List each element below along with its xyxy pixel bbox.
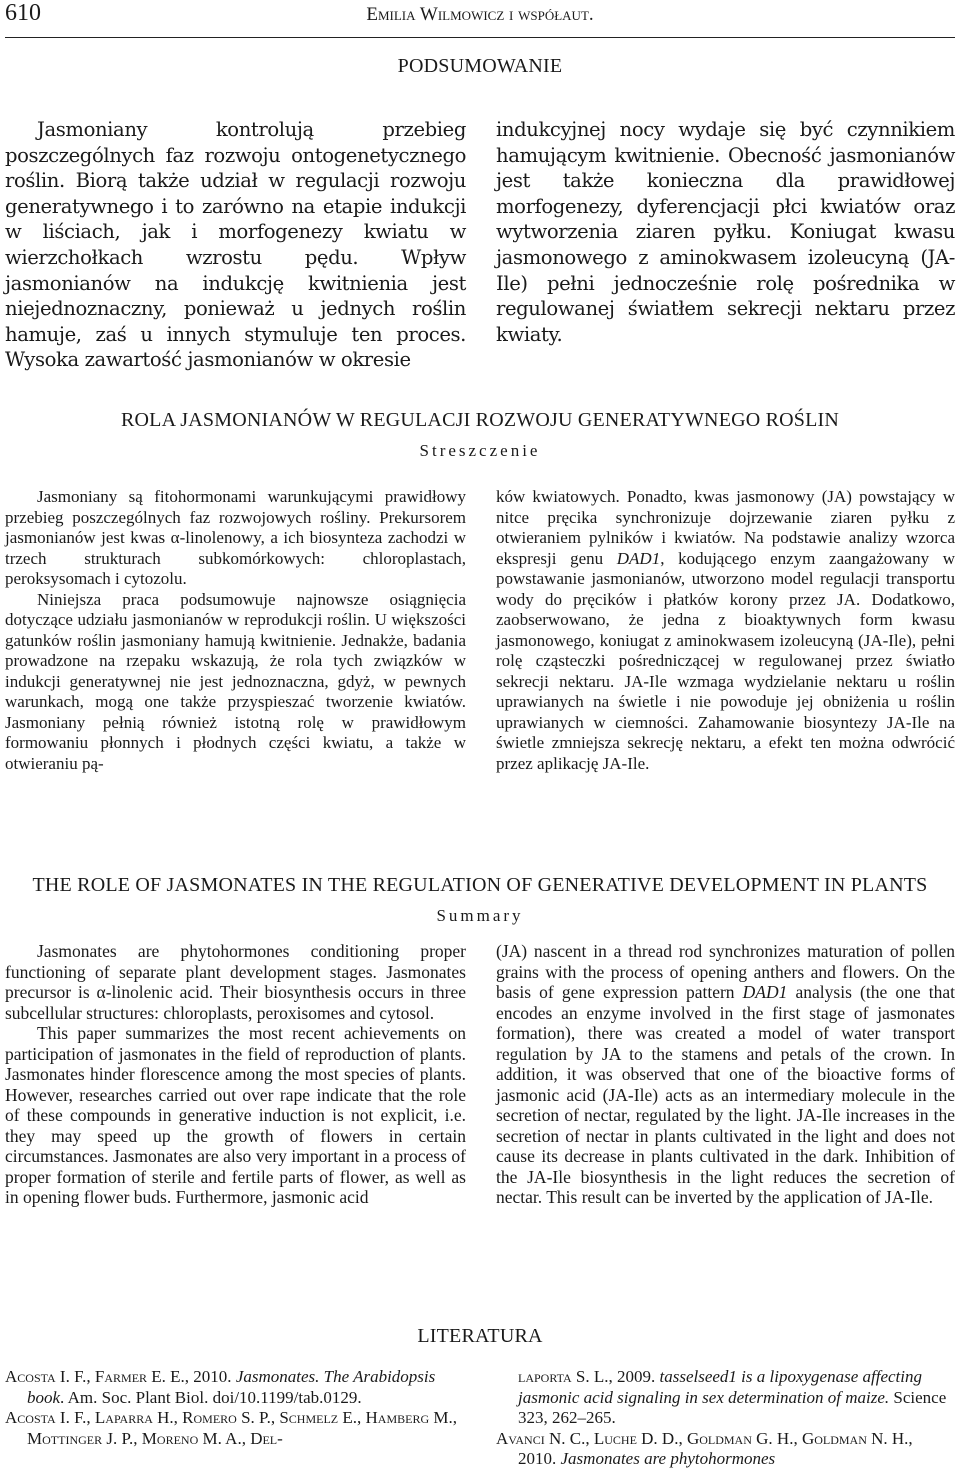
reference-item — [496, 1429, 955, 1470]
abstract-pl-paragraph-2: Niniejsza praca podsumowuje najnowsze osiągnięcia dotyczące udziału jasmonianów w reprodukcji roślin. U większości gatunków roślin jasmoniany hamują kwitnienie. Jednakże, badania prowadzone na rzepaku wskazują, że rola tych związków w indukcji generatywnej nie jest jednoznaczna, gdyż, w pewnych warunkach, mogą one także przyspieszać tworzenie kwiatów. Jasmoniany pełnią również istotną rolę w prawidłowym formowaniu płonnych i płodnych części kwiatu, a także w otwieraniu pą- — [5, 589, 466, 773]
reference-authors: Avanci N. C., Luche D. D., Goldman G. H., Goldman N. H., 2010. — [496, 1428, 913, 1468]
header-rule — [5, 37, 955, 38]
abstract-en-column-left — [5, 941, 466, 1208]
summary-paragraph-2: indukcyjnej nocy wydaje się być czynnikiem hamującym kwitnienie. Obecność jasmonianów jest także konieczna dla prawidłowej morfogenezy, dyferencjacji płci kwiatów oraz wytworzenia ziaren pyłku. Koniugat kwasu jasmonowego z aminokwasem izoleucyną (JA-Ile) pełni jednocześnie rolę pośrednika w regulowanej światłem sekrecji nektaru przez kwiaty. — [496, 118, 955, 346]
reference-authors: laporta S. L., 2009. — [518, 1367, 660, 1386]
summary-column-left — [5, 117, 466, 373]
abstract-pl-column-right — [496, 487, 955, 774]
abstract-pl-column-left — [5, 487, 466, 774]
abstract-pl-paragraph-1: Jasmoniany są fitohormonami warunkującymi prawidłowy przebieg poszczególnych faz rozwojowych rośliny. Prekursorem jasmonianów jest kwas α-linolenowy, a ich biosynteza zachodzi w trzech strukturach subkomórkowych: chloroplastach, peroksysomach i cytozolu. — [5, 487, 466, 588]
reference-item — [5, 1367, 466, 1408]
abstract-pl-paragraph-3 — [496, 487, 955, 774]
abstract-en-column-right — [496, 941, 955, 1208]
abstract-en-subtitle: Summary — [436, 906, 524, 925]
abstract-en-paragraph-2: This paper summarizes the most recent achievements on participation of jasmonates in the field of reproduction of plants. Jasmonates hinder florescence among the most species of plants. However, researches carried out over rape indicate that the role of these compounds in generative induction is not explicit, i.e. they may speed up the growth of flowers in certain circumstances. Jasmonates are also very important in a process of proper formation of sterile and fertile parts of flower, as well as in opening flower buds. Furthermore, jasmonic acid — [5, 1023, 466, 1207]
reference-title: Jasmonates are phytohormones — [560, 1449, 776, 1468]
abstract-pl-title: ROLA JASMONIANÓW W REGULACJI ROZWOJU GENERATYWNEGO ROŚLIN — [120, 409, 840, 431]
reference-item-continued — [496, 1367, 955, 1429]
references-column-right — [496, 1367, 955, 1470]
reference-title: Jasmonates. The Arabidopsis book — [27, 1367, 436, 1407]
reference-title: tasselseed1 is a lipoxygenase affecting jasmonic acid signaling in sex determination of maize. — [518, 1367, 922, 1407]
abstract-pl-text-a: ków kwiatowych. Ponadto, kwas jasmonowy (JA) powstający w nitce pręcika synchronizuje dojrzewanie ziaren pyłku z otwieraniem pylników i kwiatów. Na podstawie analizy wzorca ekspresji genu — [496, 487, 955, 568]
abstract-en-text-b: analysis (the one that encodes an enzyme involved in the first stage of jasmonates formation), there was created a model of water transport regulation by JA to the stamens and petals of the crown. In addition, it was observed that one of the bioactive forms of jasmonic acid (JA-Ile) acts as an intermediary molecule in the secretion of nectar, regulated by the light. JA-Ile increases in the secretion of nectar in plants cultivated in the light and does not cause its decrease in plants cultivated in the dark. Inhibition of the JA-Ile biosynthesis in the light reduces the secretion of nectar. This result can be inverted by the application of JA-Ile. — [496, 982, 955, 1207]
abstract-en-title: THE ROLE OF JASMONATES IN THE REGULATION OF GENERATIVE DEVELOPMENT IN PLANTS — [32, 874, 928, 896]
references-column-left — [5, 1367, 466, 1449]
abstract-pl-text-b: , kodującego enzym zaangażowany w powstawanie jasmonianów, utworzono model regulacji transportu wody do pręcików i płatków korony przez JA. Dodatkowo, zaobserwowano, że jedna z bioaktywnych form kwasu jasmonowego, koniugat z aminokwasem izoleucyną (JA-Ile), pełni rolę cząsteczki pośredniczącej w regulowanej przez światło sekrecji nektaru. JA-Ile wzmaga wydzielanie nektaru u roślin uprawianych na świetle i nie powoduje jej obniżenia u roślin uprawianych w ciemności. Zahamowanie biosyntezy JA-Ile na świetle zmniejsza sekrecję nektaru, a efekt ten można odwrócić przez aplikację JA-Ile. — [496, 548, 955, 773]
reference-authors: Acosta I. F., Farmer E. E., 2010. — [5, 1367, 236, 1386]
reference-item: Acosta I. F., Laparra H., Romero S. P., Schmelz E., Hamberg M., Mottinger J. P., Moreno M. A., Del- — [5, 1408, 458, 1448]
summary-heading: PODSUMOWANIE — [397, 55, 563, 77]
summary-paragraph-1: Jasmoniany kontrolują przebieg poszczególnych faz rozwoju ontogenetycznego roślin. Biorą także udział w regulacji rozwoju generatywnego i to zarówno na etapie indukcji w liściach, jak i morfogenezy kwiatu w wierzchołkach wzrostu pędu. Wpływ jasmonianów na indukcję kwitnienia jest niejednoznaczny, ponieważ u jednych roślin hamuje, zaś u innych stymuluje ten proces. Wysoka zawartość jasmonianów w okresie — [5, 118, 466, 372]
reference-source: Science 323, 262–265. — [518, 1387, 947, 1427]
abstract-en-paragraph-1: Jasmonates are phytohormones conditioning proper functioning of separate plant development stages. Jasmonates precursor is α-linolenic acid. Their biosynthesis occurs in three subcellular structures: chloroplasts, peroxisomes and cytosol. — [5, 941, 466, 1023]
reference-source: . Am. Soc. Plant Biol. doi/10.1199/tab.0129. — [60, 1387, 362, 1407]
running-title: Emilia Wilmowicz i współaut. — [366, 4, 594, 25]
gene-name: DAD1 — [616, 548, 661, 568]
gene-name: DAD1 — [742, 982, 788, 1002]
abstract-en-paragraph-3 — [496, 941, 955, 1208]
literature-heading: LITERATURA — [417, 1325, 543, 1347]
abstract-pl-subtitle: Streszczenie — [419, 441, 541, 460]
abstract-en-text-a: (JA) nascent in a thread rod synchronizes maturation of pollen grains with the process of opening anthers and flowers. On the basis of gene expression pattern — [496, 941, 955, 1002]
page-number: 610 — [5, 0, 41, 26]
summary-column-right — [496, 117, 955, 347]
